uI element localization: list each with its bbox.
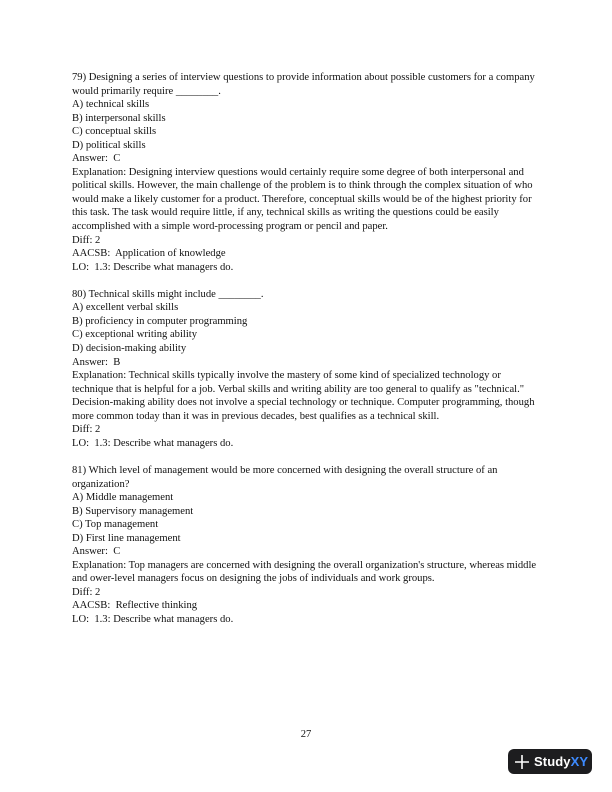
aacsb-tag: AACSB: Reflective thinking xyxy=(72,600,198,612)
difficulty: Diff: 2 xyxy=(72,586,101,598)
learning-objective: LO: 1.3: Describe what managers do. xyxy=(72,437,234,449)
option-c: C) Top management xyxy=(72,519,159,531)
learning-objective: LO: 1.3: Describe what managers do. xyxy=(72,261,234,273)
option-c: C) exceptional writing ability xyxy=(72,329,198,341)
page-number: 27 xyxy=(300,729,312,740)
option-a: A) excellent verbal skills xyxy=(72,302,179,314)
studyxy-logo-text xyxy=(534,754,588,769)
explanation: Explanation: Designing interview questions would certainly require some degree of both interpersonal and political skills. However, the main challenge of the problem is to think through the complex situation of who would make a likely customer for a product. Therefore, conceptual skills would be of the highest priority for this task. The task would require little, if any, technical skills as writing the questions could be easily accomplished with a simple word-processing program or pencil and paper. xyxy=(72,166,533,233)
answer: Answer: C xyxy=(72,546,121,558)
document-page xyxy=(72,71,544,627)
option-c: C) conceptual skills xyxy=(72,126,157,138)
option-b: B) interpersonal skills xyxy=(72,112,166,124)
difficulty: Diff: 2 xyxy=(72,424,101,436)
question-stem: 79) Designing a series of interview questions to provide information about possible customers for a company would primarily require ________. xyxy=(72,72,535,97)
question-80 xyxy=(72,288,544,451)
option-d: D) political skills xyxy=(72,139,146,151)
answer: Answer: B xyxy=(72,356,121,368)
question-stem: 80) Technical skills might include ________. xyxy=(72,288,264,300)
brand-xy: XY xyxy=(570,754,589,769)
studyxy-badge[interactable] xyxy=(508,749,592,774)
option-d: D) decision-making ability xyxy=(72,342,187,354)
option-a: A) Middle management xyxy=(72,492,174,504)
option-a: A) technical skills xyxy=(72,99,150,111)
plus-icon xyxy=(515,755,529,769)
option-b: B) proficiency in computer programming xyxy=(72,315,248,327)
option-d: D) First line management xyxy=(72,532,181,544)
explanation: Explanation: Top managers are concerned with designing the overall organization's structure, whereas middle and ower-level managers focus on designing the jobs of individuals and work groups. xyxy=(72,559,537,585)
question-stem: 81) Which level of management would be more concerned with designing the overall structure of an organization? xyxy=(72,464,498,490)
option-b: B) Supervisory management xyxy=(72,505,194,517)
learning-objective: LO: 1.3: Describe what managers do. xyxy=(72,613,234,625)
question-81 xyxy=(72,464,544,627)
difficulty: Diff: 2 xyxy=(72,234,101,246)
explanation: Explanation: Technical skills typically involve the mastery of some kind of specialized technology or technique that is helpful for a job. Verbal skills and writing ability are too general to qualify as "technical." Decision-making ability does not involve a special technology or technique. Computer programming, though more common today than it was in previous decades, best qualifies as a technical skill. xyxy=(72,370,535,422)
answer: Answer: C xyxy=(72,153,121,165)
question-79 xyxy=(72,71,544,274)
brand-study: Study xyxy=(534,754,571,769)
aacsb-tag: AACSB: Application of knowledge xyxy=(72,248,226,260)
